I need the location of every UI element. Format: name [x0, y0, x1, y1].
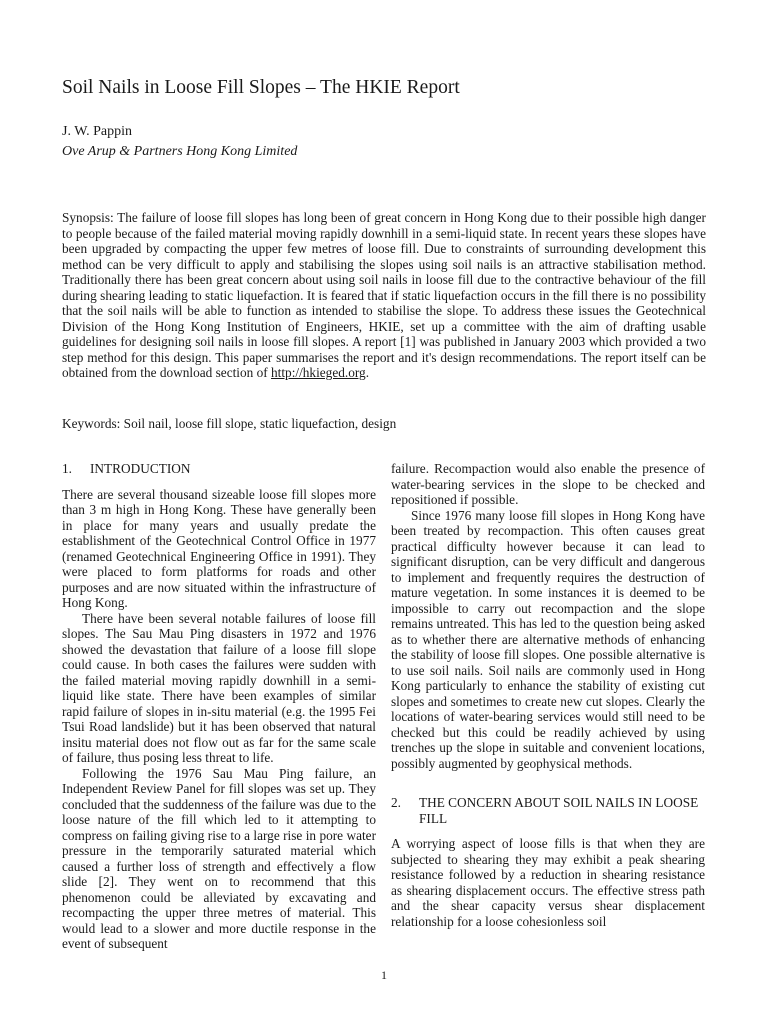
- right-column: [391, 461, 705, 929]
- synopsis: [62, 210, 706, 381]
- paper-title: Soil Nails in Loose Fill Slopes – The HKIE Report: [62, 77, 460, 98]
- paragraph: Following the 1976 Sau Mau Ping failure, an Independent Review Panel for fill slopes was set up. They concluded that the suddenness of the failure was due to the loose nature of the fill which led to it attempting to compress on failing giving rise to a large rise in pore water pressure in the temporarily saturated material which caused a further loss of strength and effectively a flow slide [2]. They went on to recommend that this phenomenon could be alleviated by excavating and recompacting the upper three metres of material. This would lead to a slower and more ductile response in the event of subsequent: [62, 765, 376, 951]
- synopsis-text: Synopsis: The failure of loose fill slopes has long been of great concern in Hong Kong due to their possible high danger to people because of the failed material moving rapidly downhill in a semi-liquid state. In recent years these slopes have been upgraded by compacting the upper few metres of loose fill. Due to constraints of surrounding development this method can be very difficult to apply and stabilising the slopes using soil nails is an attractive stabilisation method. Traditionally there has been great concern about using soil nails in loose fill due to the contractive behaviour of the fill during shearing leading to static liquefaction. It is feared that if static liquefaction occurs in the fill there is no possibility that the soil nails will be able to function as intended to stabilise the slope. To address these issues the Geotechnical Division of the Hong Kong Institution of Engineers, HKIE, set up a committee with the aim of drafting usable guidelines for designing soil nails in loose fill slopes. A report [1] was published in January 2003 which provided a two step method for this design. This paper summarises the report and it's design recommendations. The report itself can be obtained from the download section of: [62, 210, 706, 380]
- paragraph: failure. Recompaction would also enable the presence of water-bearing services in the slope to be checked and repositioned if possible.: [391, 461, 705, 507]
- keywords: Keywords: Soil nail, loose fill slope, static liquefaction, design: [62, 416, 397, 431]
- author-name: J. W. Pappin: [62, 124, 133, 139]
- synopsis-end: .: [365, 365, 370, 380]
- paragraph: There have been several notable failures of loose fill slopes. The Sau Mau Ping disasters in 1972 and 1976 showed the devastation that failure of a loose fill slope could cause. In both cases the failures were sudden with the failed material moving rapidly downhill in a semi-liquid like state. There have been examples of similar rapid failure of slopes in in-situ material (e.g. the 1995 Fei Tsui Road landslide) but it has been observed that natural insitu material does not flow out as far for the same scale of failure, thus posing less threat to life.: [62, 610, 376, 765]
- download-link[interactable]: http://hkieged.org: [271, 365, 366, 380]
- section-1-title: INTRODUCTION: [90, 461, 191, 476]
- section-2-number: 2.: [391, 795, 401, 810]
- section-1-heading: [62, 461, 376, 477]
- paragraph: There are several thousand sizeable loose fill slopes more than 3 m high in Hong Kong. These have generally been in place for many years and usually predate the establishment of the Geotechnical Control Office in 1977 (renamed Geotechnical Engineering Office in 1991). They were placed to form platforms for roads and other purposes and are now situated within the infrastructure of Hong Kong.: [62, 486, 376, 610]
- section-1-number: 1.: [62, 461, 72, 476]
- section-2-heading: [391, 795, 705, 826]
- paragraph: A worrying aspect of loose fills is that when they are subjected to shearing they may exhibit a peak shearing resistance followed by a reduction in shearing resistance as shearing displacement occurs. The effective stress path and the shear capacity versus shear displacement relationship for a loose cohesionless soil: [391, 836, 705, 929]
- paragraph: Since 1976 many loose fill slopes in Hong Kong have been treated by recompaction. This often causes great practical difficulty however because it can lead to significant disruption, can be very difficult and dangerous to implement and frequently requires the destruction of mature vegetation. In some instances it is deemed to be impossible to carry out recompaction and the slope remains untreated. This has led to the question being asked as to whether there are alternative methods of enhancing the stability of loose fill slopes. One possible alternative is to use soil nails. Soil nails are commonly used in Hong Kong particularly to enhance the stability of existing cut slopes and sometimes to create new cut slopes. Clearly the locations of water-bearing services would still need to be checked but this could be readily achieved by using trenches up the slope in suitable and convenient locations, possibly augmented by geophysical methods.: [391, 507, 705, 771]
- page-number: 1: [381, 968, 387, 982]
- section-2-title: THE CONCERN ABOUT SOIL NAILS IN LOOSE FILL: [419, 795, 699, 826]
- left-column: [62, 461, 376, 952]
- author-affiliation: Ove Arup & Partners Hong Kong Limited: [62, 144, 298, 159]
